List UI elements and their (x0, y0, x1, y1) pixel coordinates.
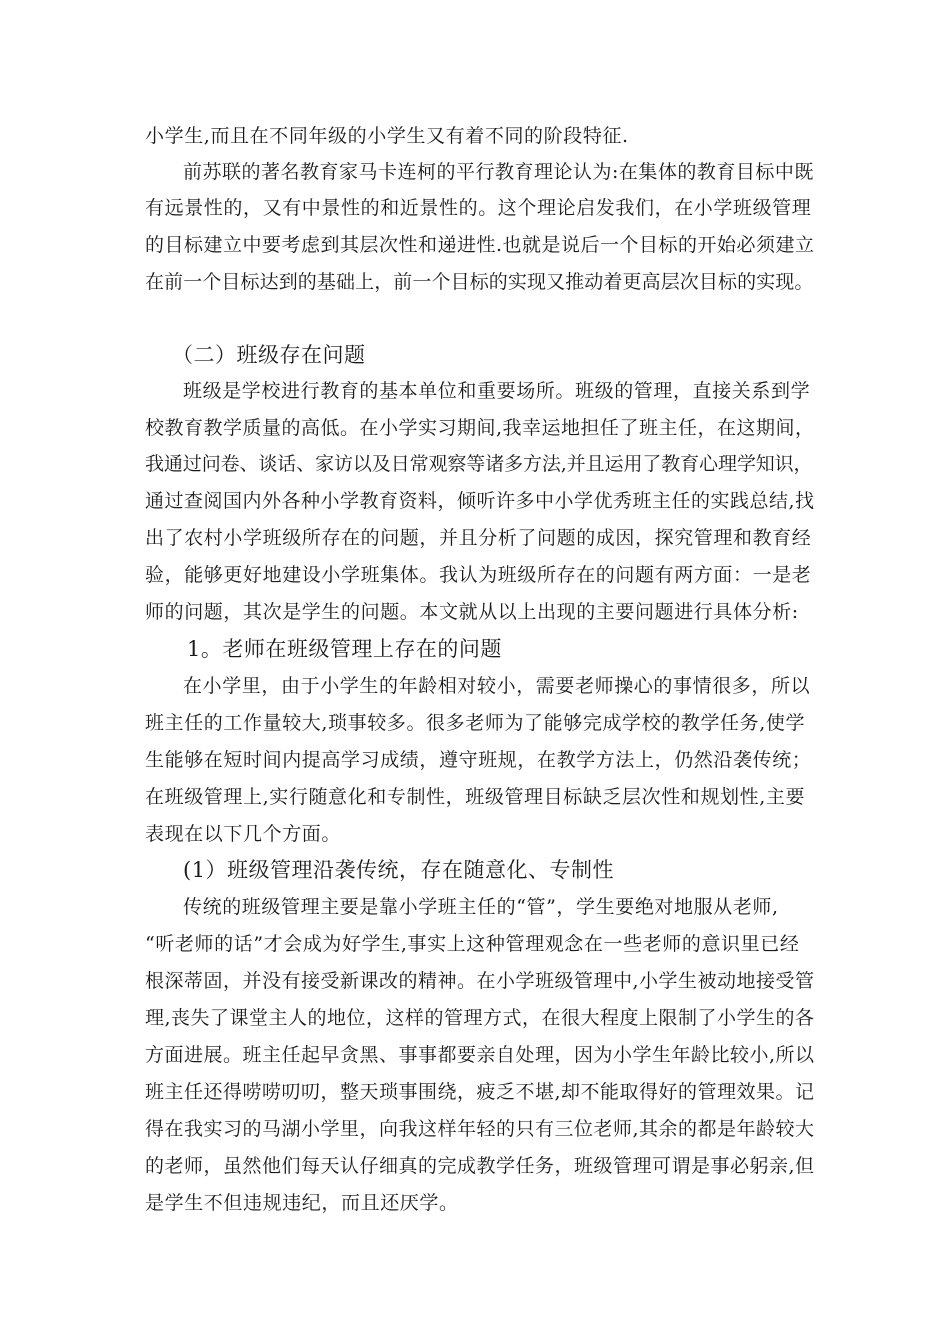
paragraph-line: 前苏联的著名教育家马卡连柯的平行教育理论认为:在集体的教育目标中既 (183, 161, 814, 183)
paragraph-line: 小学生,而且在不同年级的小学生又有着不同的阶段特征. (145, 125, 629, 147)
paragraph-line: “听老师的话”才会成为好学生,事实上这种管理观念在一些老师的意识里已经 (145, 933, 800, 955)
paragraph-line: 在前一个目标达到的基础上，前一个目标的实现又推动着更高层次目标的实现。 (145, 271, 814, 293)
paragraph-line: 班主任的工作量较大,琐事较多。很多老师为了能够完成学校的教学任务,使学 (145, 712, 806, 734)
paragraph-line: 在班级管理上,实行随意化和专制性，班级管理目标缺乏层次性和规划性,主要 (145, 786, 806, 808)
paragraph-line: 我通过问卷、谈话、家访以及日常观察等诸多方法,并且运用了教育心理学知识， (145, 453, 813, 475)
subsection-heading: (1）班级管理沿袭传统，存在随意化、专制性 (183, 858, 615, 882)
paragraph-line: 方面进展。班主任起早贪黑、事事都要亲自处理，因为小学生年龄比较小,所以 (145, 1044, 815, 1066)
paragraph-line: 班级是学校进行教育的基本单位和重要场所。班级的管理，直接关系到学 (183, 380, 811, 402)
section-heading: （二）班级存在问题 (172, 343, 366, 367)
paragraph-line: 传统的班级管理主要是靠小学班主任的“管”，学生要绝对地服从老师, (183, 896, 779, 918)
paragraph-line: 生能够在短时间内提高学习成绩，遵守班规，在教学方法上，仍然沿袭传统； (145, 749, 812, 771)
subsection-heading: 1。老师在班级管理上存在的问题 (187, 637, 502, 661)
paragraph-line: 表现在以下几个方面。 (145, 823, 342, 845)
paragraph-line: 出了农村小学班级所存在的问题，并且分析了问题的成因，探究管理和教育经 (145, 527, 812, 549)
paragraph-line: 在小学里，由于小学生的年龄相对较小，需要老师操心的事情很多，所以 (183, 675, 811, 697)
paragraph-line: 的目标建立中要考虑到其层次性和递进性.也就是说后一个目标的开始必须建立 (145, 234, 815, 256)
paragraph-line: 根深蒂固，并没有接受新课改的精神。在小学班级管理中,小学生被动地接受管 (145, 970, 815, 992)
paragraph-line: 通过查阅国内外各种小学教育资料，倾听许多中小学优秀班主任的实践总结,找 (145, 490, 815, 512)
paragraph-line: 师的问题，其次是学生的问题。本文就从以上出现的主要问题进行具体分析: (145, 601, 799, 623)
paragraph-line: 校教育教学质量的高低。在小学实习期间,我幸运地担任了班主任，在这期间， (145, 417, 815, 439)
paragraph-line: 班主任还得唠唠叨叨，整天琐事围绕，疲乏不堪,却不能取得好的管理效果。记 (145, 1081, 815, 1103)
paragraph-line: 是学生不但违规违纪，而且还厌学。 (145, 1192, 459, 1214)
paragraph-line: 理,丧失了课堂主人的地位，这样的管理方式，在很大程度上限制了小学生的各 (145, 1007, 815, 1029)
paragraph-line: 有远景性的，又有中景性的和近景性的。这个理论启发我们，在小学班级管理 (145, 197, 812, 219)
paragraph-line: 验，能够更好地建设小学班集体。我认为班级所存在的问题有两方面：一是老 (145, 564, 812, 586)
paragraph-line: 得在我实习的马湖小学里，向我这样年轻的只有三位老师,其余的都是年龄较大 (145, 1118, 815, 1140)
paragraph-line: 的老师，虽然他们每天认仔细真的完成教学任务，班级管理可谓是事必躬亲,但 (145, 1155, 815, 1177)
